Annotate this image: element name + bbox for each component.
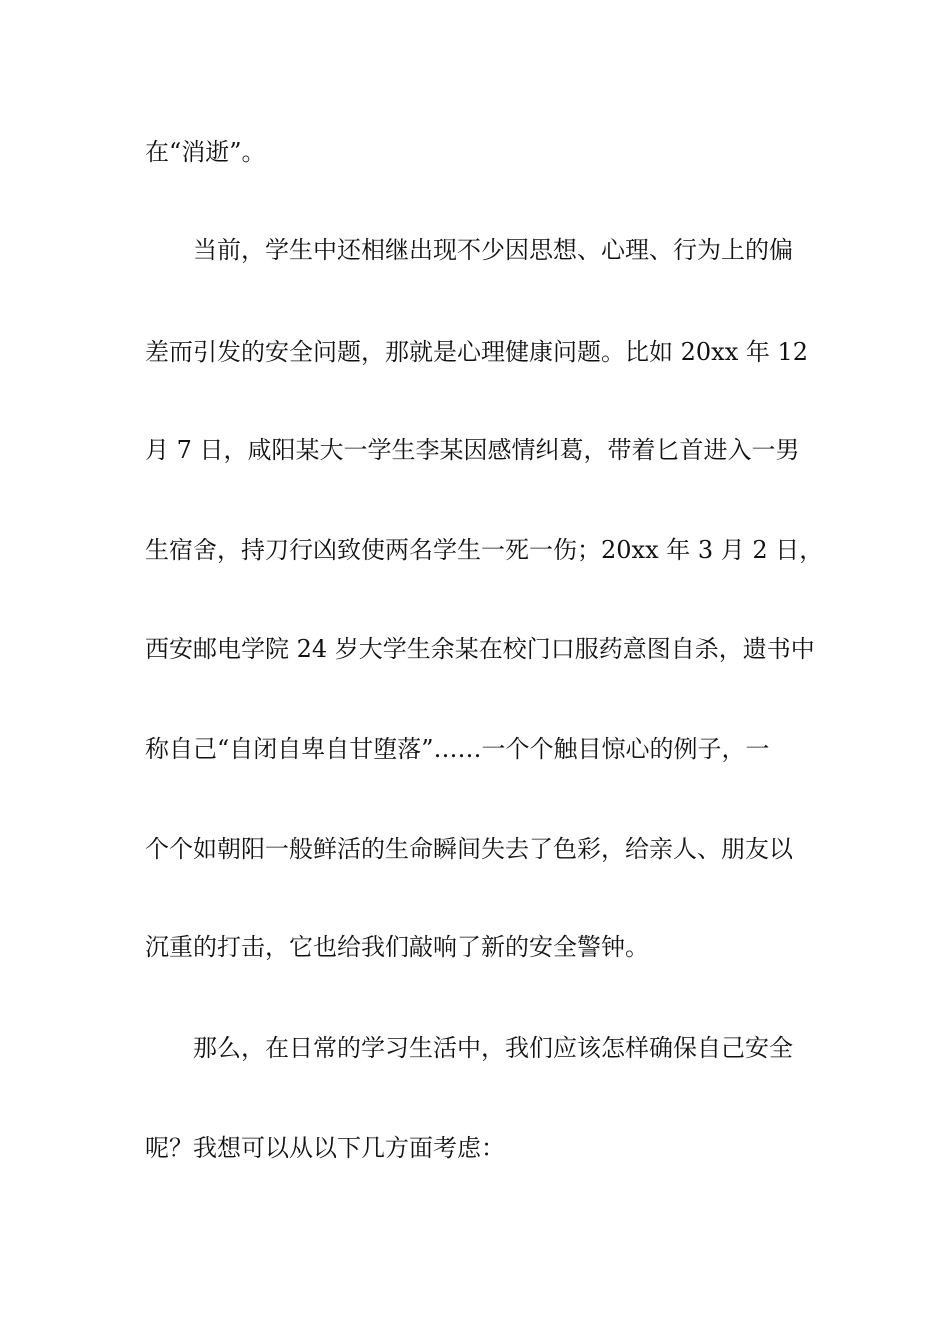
text-line: 呢？我想可以从以下几方面考虑： <box>145 1134 505 1162</box>
text-line: 个个如朝阳一般鲜活的生命瞬间失去了色彩，给亲人、朋友以 <box>145 835 793 863</box>
paragraph-start-line: 当前，学生中还相继出现不少因思想、心理、行为上的偏 <box>193 236 793 264</box>
text-line: 称自己“自闭自卑自甘堕落”……一个个触目惊心的例子，一 <box>145 735 770 763</box>
text-line: 西安邮电学院 24 岁大学生余某在校门口服药意图自杀，遗书中 <box>145 635 815 663</box>
text-line: 差而引发的安全问题，那就是心理健康问题。比如 20xx 年 12 <box>145 338 809 366</box>
paragraph-start-line: 那么，在日常的学习生活中，我们应该怎样确保自己安全 <box>193 1034 793 1062</box>
text-line: 在“消逝”。 <box>145 138 266 166</box>
text-line: 月 7 日，咸阳某大一学生李某因感情纠葛，带着匕首进入一男 <box>145 436 800 464</box>
text-line: 生宿舍，持刀行凶致使两名学生一死一伤；20xx 年 3 月 2 日， <box>145 536 824 564</box>
text-line: 沉重的打击，它也给我们敲响了新的安全警钟。 <box>145 933 649 961</box>
